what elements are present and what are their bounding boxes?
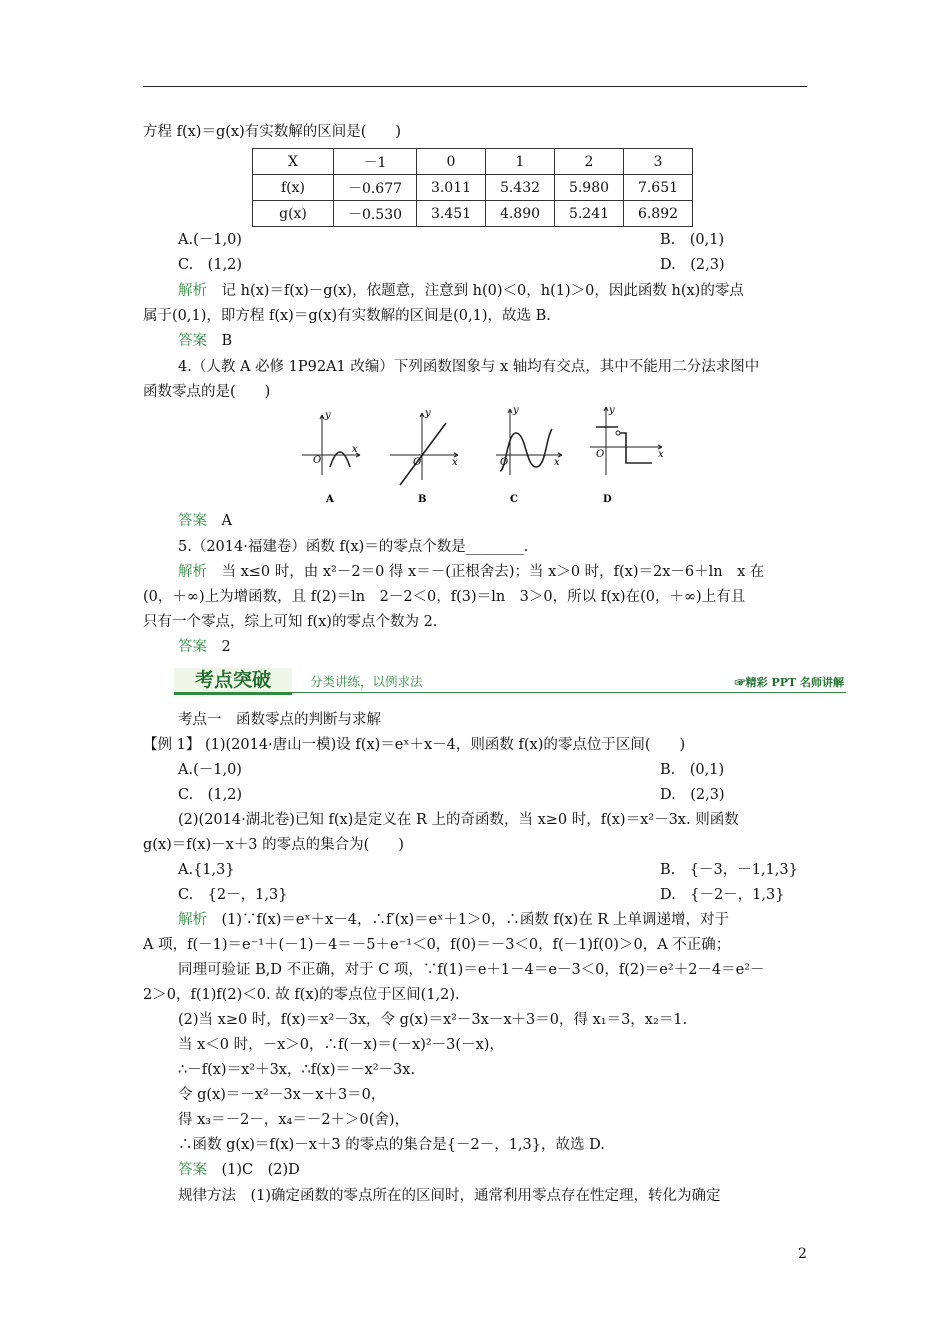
- graph-label: D: [603, 494, 612, 505]
- graph-label: B: [418, 494, 427, 505]
- table-row: [253, 149, 693, 175]
- option-c: C. (1,2): [178, 257, 243, 273]
- option-a: A.(－1,0): [178, 762, 242, 778]
- answer-text: 2: [207, 639, 231, 655]
- table-cell: 2: [555, 149, 624, 175]
- table-cell: 0: [417, 149, 486, 175]
- answer-text: A: [207, 513, 232, 529]
- analysis-label: 解析: [178, 564, 207, 580]
- axis-x-label: x: [452, 457, 458, 468]
- q5-analysis-line: [178, 562, 764, 582]
- table-cell: 5.241: [555, 201, 624, 227]
- option-b: B. (0,1): [660, 762, 725, 778]
- axis-y-label: y: [609, 405, 615, 416]
- q5-answer: [178, 637, 231, 657]
- solution-line: A 项，f(－1)＝e⁻¹＋(－1)－4＝－5＋e⁻¹＜0，f(0)＝－3＜0，f(－1)f(0)＞0，A 不正确；: [143, 937, 731, 953]
- q3-analysis-line: 属于(0,1)，即方程 f(x)＝g(x)有实数解的区间是(0,1)，故选 B.: [143, 308, 551, 324]
- section-title: 考点突破: [174, 668, 292, 695]
- section-rule: [292, 692, 846, 693]
- analysis-text: 记 h(x)＝f(x)－g(x)，依题意，注意到 h(0)＜0，h(1)＞0，因此函数 h(x)的零点: [207, 283, 744, 299]
- analysis-text: 当 x≤0 时，由 x²－2＝0 得 x＝－(正根舍去)；当 x＞0 时，f(x)＝2x－6＋ln x 在: [207, 564, 765, 580]
- table-cell: －0.677: [334, 175, 417, 201]
- graph-c: [496, 405, 562, 505]
- answer-label: 答案: [178, 513, 207, 529]
- analysis-text: (1)∵f(x)＝eˣ＋x－4，∴f′(x)＝eˣ＋1＞0，∴函数 f(x)在 R 上单调递增，对于: [207, 912, 729, 928]
- axis-y-label: y: [425, 408, 431, 419]
- answer-text: B: [207, 333, 233, 349]
- option-a: A.(－1,0): [178, 232, 242, 248]
- option-b: B. {－3，－1,1,3}: [660, 862, 798, 878]
- graph-label: A: [326, 494, 334, 505]
- q3-answer: [178, 331, 232, 351]
- option-d: D. {－2－，1,3}: [660, 887, 785, 903]
- q3-stem: 方程 f(x)＝g(x)有实数解的区间是( ): [143, 124, 402, 140]
- axis-x-label: x: [658, 449, 664, 460]
- option-d: D. (2,3): [660, 787, 725, 803]
- origin-label: O: [313, 455, 322, 466]
- option-c: C. (1,2): [178, 787, 243, 803]
- axis-x-label: x: [554, 457, 560, 468]
- page-number: 2: [798, 1246, 807, 1262]
- table-cell: 7.651: [624, 175, 693, 201]
- axis-y-label: y: [325, 410, 331, 421]
- solution-line: 得 x₃＝－2－，x₄＝－2＋＞0(舍)，: [178, 1112, 410, 1128]
- rule-method: 规律方法 (1)确定函数的零点所在的区间时，通常利用零点存在性定理，转化为确定: [178, 1188, 721, 1204]
- origin-label: O: [413, 457, 422, 468]
- solution-line: (2)当 x≥0 时，f(x)＝x²－3x，令 g(x)＝x²－3x－x＋3＝0，得 x₁＝3，x₂＝1.: [178, 1012, 688, 1028]
- values-table: [252, 148, 693, 227]
- table-row: [253, 201, 693, 227]
- example-1-part2: (2)(2014·湖北卷)已知 f(x)是定义在 R 上的奇函数，当 x≥0 时，f(x)＝x²－3x. 则函数: [178, 812, 739, 828]
- q4-answer: [178, 511, 232, 531]
- ppt-link[interactable]: ☞精彩 PPT 名师讲解: [734, 676, 844, 689]
- graph-label: C: [510, 494, 518, 505]
- table-row: [253, 175, 693, 201]
- q5-analysis-line: 只有一个零点，综上可知 f(x)的零点个数为 2.: [143, 614, 438, 630]
- graph-b: [390, 408, 458, 505]
- section-subtitle: 分类讲练，以例求法: [310, 674, 423, 689]
- section-banner: [174, 668, 846, 694]
- analysis-label: 解析: [178, 283, 207, 299]
- example-1-stem: 【例 1】 (1)(2014·唐山一模)设 f(x)＝eˣ＋x－4，则函数 f(x)的零点位于区间( ): [143, 737, 686, 753]
- graph-d: [590, 405, 664, 505]
- topic1-answer: [178, 1160, 300, 1180]
- option-d: D. (2,3): [660, 257, 725, 273]
- table-cell: 5.432: [486, 175, 555, 201]
- example-1-part2: g(x)＝f(x)－x＋3 的零点的集合为( ): [143, 837, 404, 853]
- solution-line: ∴－f(x)＝x²＋3x，∴f(x)＝－x²－3x.: [178, 1062, 416, 1078]
- topic-heading: 考点一 函数零点的判断与求解: [178, 712, 381, 728]
- q3-analysis-line: [178, 281, 744, 301]
- table-cell: 4.890: [486, 201, 555, 227]
- table-cell: 3: [624, 149, 693, 175]
- axis-y-label: y: [513, 405, 519, 416]
- table-cell: 3.451: [417, 201, 486, 227]
- answer-text: (1)C (2)D: [207, 1162, 300, 1178]
- option-a: A.{1,3}: [178, 862, 235, 878]
- option-c: C. {2－，1,3}: [178, 887, 288, 903]
- axis-x-label: x: [352, 444, 358, 455]
- q5-stem: 5.（2014·福建卷）函数 f(x)＝的零点个数是________.: [178, 539, 529, 555]
- table-cell: g(x): [253, 201, 334, 227]
- analysis-label: 解析: [178, 912, 207, 928]
- table-cell: X: [253, 149, 334, 175]
- q4-stem: 4.（人教 A 必修 1P92A1 改编）下列函数图象与 x 轴均有交点，其中不能用二分法求图中: [178, 359, 760, 375]
- solution-line: 2＞0，f(1)f(2)＜0. 故 f(x)的零点位于区间(1,2).: [143, 987, 460, 1003]
- origin-label: O: [596, 449, 605, 460]
- table-cell: 5.980: [555, 175, 624, 201]
- function-graphs: [300, 405, 680, 509]
- q4-stem: 函数零点的是( ): [143, 384, 271, 400]
- answer-label: 答案: [178, 639, 207, 655]
- table-cell: 6.892: [624, 201, 693, 227]
- solution-line: ∴函数 g(x)＝f(x)－x＋3 的零点的集合是{－2－，1,3}，故选 D.: [178, 1137, 605, 1153]
- table-cell: －1: [334, 149, 417, 175]
- table-cell: 3.011: [417, 175, 486, 201]
- table-cell: 1: [486, 149, 555, 175]
- solution-line: 当 x＜0 时，－x＞0，∴f(－x)＝(－x)²－3(－x)，: [178, 1037, 504, 1053]
- solution-line: 同理可验证 B,D 不正确，对于 C 项，∵f(1)＝e＋1－4＝e－3＜0，f(2)＝e²＋2－4＝e²－: [178, 962, 765, 978]
- graph-a: [302, 410, 360, 505]
- solution-line: 令 g(x)＝－x²－3x－x＋3＝0，: [178, 1087, 386, 1103]
- table-cell: －0.530: [334, 201, 417, 227]
- q5-analysis-line: (0，＋∞)上为增函数，且 f(2)＝ln 2－2＜0，f(3)＝ln 3＞0，所以 f(x)在(0，＋∞)上有且: [143, 589, 746, 605]
- answer-label: 答案: [178, 333, 207, 349]
- origin-label: O: [500, 457, 509, 468]
- solution-line: [178, 910, 729, 930]
- option-b: B. (0,1): [660, 232, 725, 248]
- answer-label: 答案: [178, 1162, 207, 1178]
- header-rule: [143, 86, 807, 87]
- table-cell: f(x): [253, 175, 334, 201]
